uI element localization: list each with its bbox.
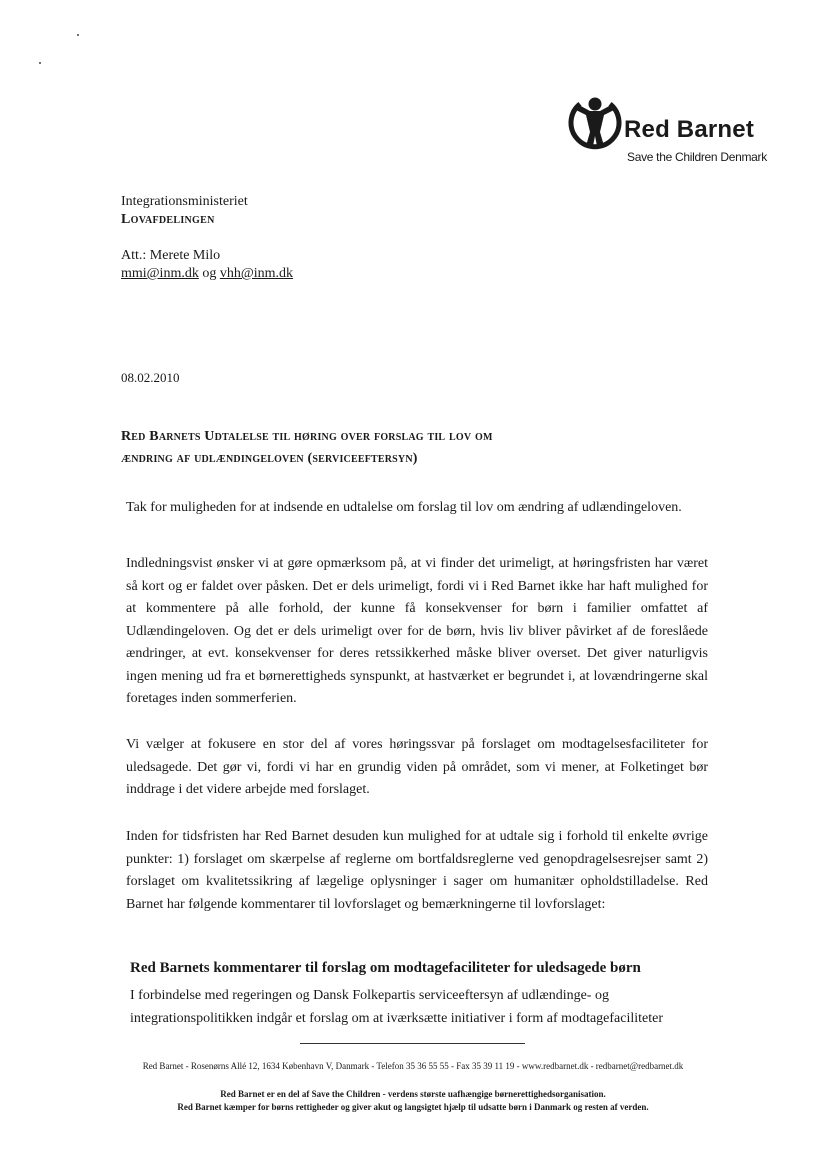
letter-date: 08.02.2010 — [121, 370, 180, 385]
footer-divider — [300, 1043, 525, 1044]
paragraph-focus: Vi vælger at fokusere en stor del af vores høringssvar på forslaget om modtagelsesfaciliteter for uledsagede. Det gør vi, fordi vi har en grundig viden på området, som vi mener, at Folketinget bør inddrage i det videre arbejde med forslaget. — [126, 737, 708, 797]
logo-name: Red Barnet — [624, 116, 755, 143]
recipient-ministry: Integrationsministeriet — [121, 194, 248, 209]
attention-name: Att.: Merete Milo — [121, 248, 221, 263]
footer-org-line: Red Barnet er en del af Save the Children - verdens største uafhængige børnerettighedsorganisation. — [220, 1089, 606, 1099]
email-joiner: og — [198, 266, 220, 281]
scan-speck — [77, 34, 79, 36]
paragraph-intro: Tak for muligheden for at indsende en udtalelse om forslag til lov om ændring af udlændingeloven. — [126, 500, 682, 515]
title-line-2: ændring af udlændingeloven (serviceeftersyn) — [121, 451, 418, 466]
paragraph-deadline: Indledningsvist ønsker vi at gøre opmærksom på, at vi finder det urimeligt, at høringsfristen har været så kort og er faldet over påsken. Det er dels urimeligt, fordi vi i Red Barnet ikke har haft mulighed for at kommentere på alle forhold, der kunne få konsekvenser for børn i familier omfattet af Udlændingeloven. Og det er dels urimeligt over for de børn, hvis liv bliver påvirket af de foreslåede ændringer, at evt. konsekvenser for deres retssikkerhed måske bliver overset. Det giver naturligvis ingen mening ud fra et børnerettigheds synspunkt, at hastværket er begrundet i, at lovændringerne skal foretages inden sommerferien. — [126, 556, 708, 706]
email-link-2[interactable]: vhh@inm.dk — [219, 266, 294, 281]
section-text: I forbindelse med regeringen og Dansk Folkepartis serviceeftersyn af udlændinge- og integrationspolitikken indgår et forslag om at iværksætte initiativer i form af modtagefaciliteter — [130, 988, 664, 1026]
email-link-1[interactable]: mmi@inm.dk — [121, 266, 199, 281]
red-barnet-logo — [566, 94, 786, 174]
attention-block — [121, 247, 293, 283]
recipient-department: Lovafdelingen — [121, 212, 215, 227]
footer-mission-line: Red Barnet kæmper for børns rettigheder og giver akut og langsigtet hjælp til udsatte børn i Danmark og resten af verden. — [177, 1102, 649, 1112]
child-emblem-icon — [566, 94, 624, 156]
email-line — [121, 265, 293, 283]
scan-speck — [39, 62, 41, 64]
letter-title — [121, 426, 681, 470]
paragraph-other-points: Inden for tidsfristen har Red Barnet desuden kun mulighed for at udtale sig i forhold til enkelte øvrige punkter: 1) forslaget om skærpelse af reglerne om bortfaldsreglerne ved genopdragelsesrejser samt 2) forslaget om kvalitetssikring af lægelige oplysninger i sager om humanitær opholdstilladelse. Red Barnet har følgende kommentarer til lovforslaget og bemærkningerne til lovforslaget: — [126, 829, 708, 912]
recipient-block — [121, 193, 248, 229]
title-line-1: Red Barnets Udtalelse til høring over forslag til lov om — [121, 429, 493, 444]
section-heading: Red Barnets kommentarer til forslag om modtagefaciliteter for uledsagede børn — [130, 960, 641, 976]
logo-tagline: Save the Children Denmark — [627, 150, 767, 164]
footer-contact: Red Barnet - Rosenørns Allé 12, 1634 København V, Danmark - Telefon 35 36 55 55 - Fax 35 39 11 19 - www.redbarnet.dk - redbarnet@redbarnet.dk — [142, 1061, 684, 1071]
